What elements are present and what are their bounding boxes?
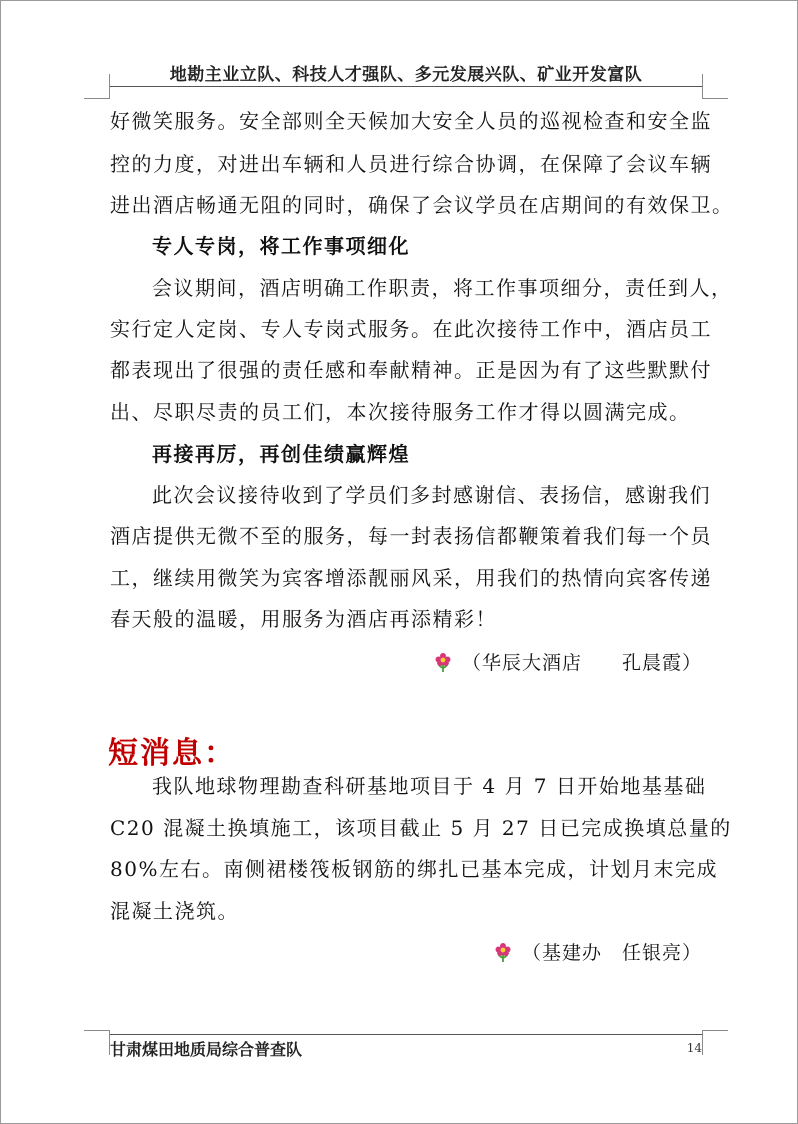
section-heading: 再接再厉，再创佳绩赢辉煌 <box>152 442 410 466</box>
article-line: 好微笑服务。安全部则全天候加大安全人员的巡视检查和安全监 <box>110 109 712 133</box>
article-line: 控的力度，对进出车辆和人员进行综合协调，在保障了会议车辆 <box>110 152 712 176</box>
article-line: 酒店提供无微不至的服务，每一封表扬信都鞭策着我们每一个员 <box>110 524 712 548</box>
news-line: 混凝土浇筑。 <box>110 899 239 923</box>
page-number: 14 <box>686 1041 702 1055</box>
article-line: 此次会议接待收到了学员们多封感谢信、表扬信，感谢我们 <box>152 483 711 507</box>
signature-text: （基建办 任银亮） <box>521 942 702 964</box>
crop-mark-tl-h <box>84 98 110 99</box>
article-line: 都表现出了很强的责任感和奉献精神。正是因为有了这些默默付 <box>110 358 712 382</box>
footer-organization: 甘肃煤田地质局综合普查队 <box>110 1040 303 1059</box>
flower-icon <box>492 941 514 963</box>
section-heading: 专人专岗，将工作事项细化 <box>152 234 410 258</box>
header-title: 地勘主业立队、科技人才强队、多元发展兴队、矿业开发富队 <box>169 65 643 85</box>
article-line: 工，继续用微笑为宾客增添靓丽风采，用我们的热情向宾客传递 <box>110 566 712 590</box>
news-title: 短消息： <box>108 736 236 771</box>
crop-mark-bl-h <box>84 1030 110 1031</box>
footer-rule <box>110 1034 702 1035</box>
article-line: 进出酒店畅通无阻的同时，确保了会议学员在店期间的有效保卫。 <box>110 193 734 217</box>
article-line: 会议期间，酒店明确工作职责，将工作事项细分，责任到人， <box>152 276 733 300</box>
article-line: 实行定人定岗、专人专岗式服务。在此次接待工作中，酒店员工 <box>110 317 712 341</box>
news-line: C20 混凝土换填施工，该项目截止 5 月 27 日已完成换填总量的 <box>110 816 732 840</box>
news-line: 80%左右。南侧裙楼筏板钢筋的绑扎已基本完成，计划月末完成 <box>110 857 718 881</box>
article-line: 春天般的温暖，用服务为酒店再添精彩！ <box>110 607 497 631</box>
crop-mark-tr-v <box>702 74 703 99</box>
news-line: 我队地球物理勘查科研基地项目于 4 月 7 日开始地基基础 <box>152 774 707 798</box>
crop-mark-tr-h <box>702 98 728 99</box>
crop-mark-br-h <box>702 1030 728 1031</box>
news-signature <box>492 938 702 965</box>
article-line: 出、尽职尽责的员工们，本次接待服务工作才得以圆满完成。 <box>110 400 691 424</box>
signature-text: （华辰大酒店 孔晨霞） <box>461 652 702 674</box>
news-body <box>110 0 732 1000</box>
crop-mark-br-v <box>702 1030 703 1055</box>
